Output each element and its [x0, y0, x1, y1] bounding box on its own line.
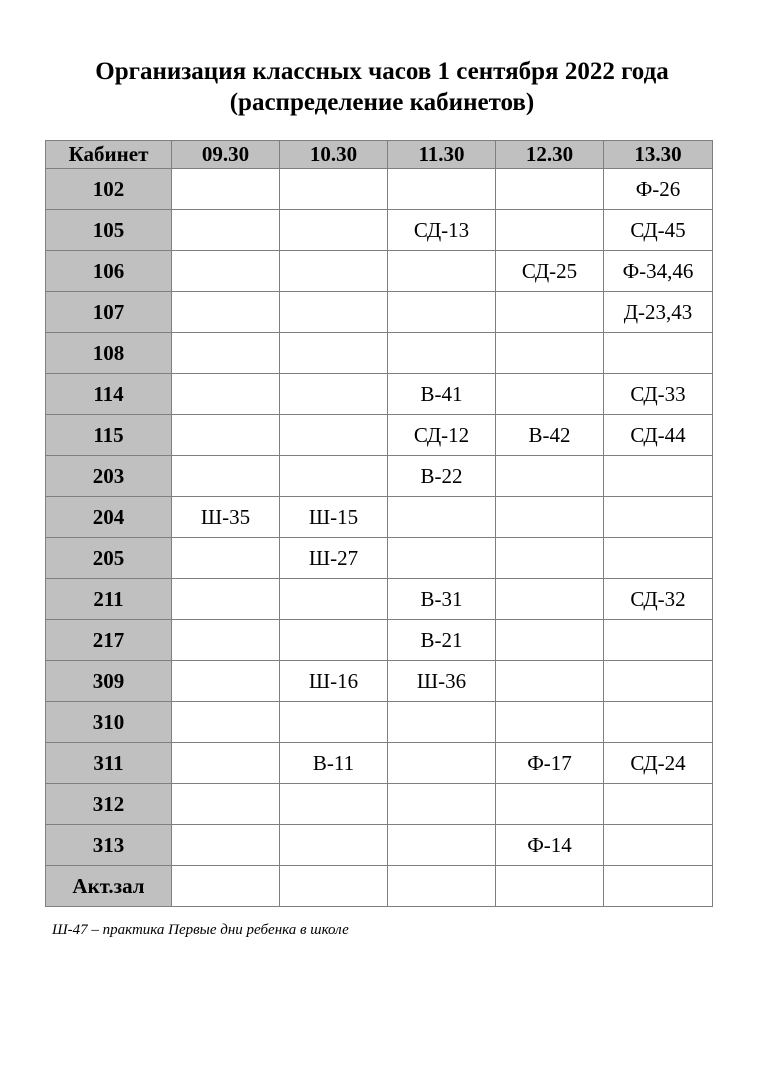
table-row	[46, 702, 713, 743]
schedule-cell	[280, 456, 388, 497]
schedule-cell	[172, 825, 280, 866]
schedule-cell: Ш-27	[280, 538, 388, 579]
room-number-cell: 106	[46, 251, 172, 292]
schedule-cell	[496, 784, 604, 825]
table-row	[46, 251, 713, 292]
schedule-cell	[496, 497, 604, 538]
schedule-cell: В-42	[496, 415, 604, 456]
page-title-line-2: (распределение кабинетов)	[229, 89, 535, 116]
table-row	[46, 825, 713, 866]
schedule-cell: В-21	[388, 620, 496, 661]
schedule-cell	[172, 210, 280, 251]
schedule-table-body	[46, 169, 713, 907]
schedule-cell: Ш-36	[388, 661, 496, 702]
room-number-cell: 310	[46, 702, 172, 743]
table-row	[46, 169, 713, 210]
schedule-cell	[280, 333, 388, 374]
room-number-cell: 309	[46, 661, 172, 702]
page-title	[0, 56, 764, 118]
schedule-cell	[496, 661, 604, 702]
schedule-cell	[604, 538, 713, 579]
schedule-cell	[496, 538, 604, 579]
schedule-cell	[388, 784, 496, 825]
room-number-cell: 204	[46, 497, 172, 538]
room-number-cell: 108	[46, 333, 172, 374]
room-number-cell: 313	[46, 825, 172, 866]
schedule-cell	[172, 374, 280, 415]
schedule-cell	[172, 333, 280, 374]
table-row	[46, 866, 713, 907]
table-row	[46, 415, 713, 456]
schedule-cell	[388, 251, 496, 292]
schedule-cell	[604, 661, 713, 702]
room-number-cell: 203	[46, 456, 172, 497]
schedule-cell	[172, 661, 280, 702]
column-header-time: 11.30	[388, 141, 496, 169]
schedule-cell	[172, 169, 280, 210]
schedule-cell: СД-33	[604, 374, 713, 415]
schedule-cell	[388, 743, 496, 784]
schedule-cell: Ф-34,46	[604, 251, 713, 292]
column-header-time: 10.30	[280, 141, 388, 169]
schedule-cell	[496, 292, 604, 333]
schedule-cell	[172, 702, 280, 743]
room-number-cell: 311	[46, 743, 172, 784]
footnote: Ш-47 – практика Первые дни ребенка в школе	[52, 922, 349, 938]
schedule-cell	[172, 784, 280, 825]
schedule-cell	[172, 866, 280, 907]
schedule-cell: Ш-15	[280, 497, 388, 538]
header-row	[46, 141, 713, 169]
schedule-cell: В-11	[280, 743, 388, 784]
schedule-cell: В-22	[388, 456, 496, 497]
schedule-cell	[172, 415, 280, 456]
schedule-cell: СД-12	[388, 415, 496, 456]
table-row	[46, 579, 713, 620]
table-row	[46, 784, 713, 825]
room-number-cell: 105	[46, 210, 172, 251]
room-number-cell: 217	[46, 620, 172, 661]
schedule-cell	[604, 456, 713, 497]
schedule-cell	[172, 538, 280, 579]
schedule-cell	[280, 784, 388, 825]
table-row	[46, 538, 713, 579]
column-header-room: Кабинет	[46, 141, 172, 169]
room-number-cell: 312	[46, 784, 172, 825]
schedule-cell: Ф-17	[496, 743, 604, 784]
schedule-cell	[604, 620, 713, 661]
schedule-cell: В-31	[388, 579, 496, 620]
room-number-cell: 211	[46, 579, 172, 620]
schedule-cell	[388, 702, 496, 743]
schedule-cell	[604, 702, 713, 743]
schedule-cell	[388, 538, 496, 579]
table-row	[46, 210, 713, 251]
column-header-time: 12.30	[496, 141, 604, 169]
table-row	[46, 292, 713, 333]
schedule-cell	[496, 210, 604, 251]
schedule-cell	[604, 866, 713, 907]
schedule-cell	[496, 169, 604, 210]
schedule-cell	[496, 333, 604, 374]
schedule-cell	[280, 210, 388, 251]
schedule-cell	[388, 333, 496, 374]
room-number-cell: 107	[46, 292, 172, 333]
schedule-cell	[604, 497, 713, 538]
schedule-cell	[172, 743, 280, 784]
schedule-cell	[280, 579, 388, 620]
schedule-cell	[388, 169, 496, 210]
schedule-cell: Ф-26	[604, 169, 713, 210]
table-row	[46, 620, 713, 661]
schedule-cell: СД-25	[496, 251, 604, 292]
room-number-cell: 205	[46, 538, 172, 579]
schedule-cell	[280, 702, 388, 743]
column-header-time: 09.30	[172, 141, 280, 169]
schedule-cell: СД-13	[388, 210, 496, 251]
schedule-cell	[172, 456, 280, 497]
schedule-cell: В-41	[388, 374, 496, 415]
room-number-cell: 102	[46, 169, 172, 210]
schedule-cell	[280, 620, 388, 661]
page-title-line-1: Организация классных часов 1 сентября 2022 года	[95, 58, 669, 85]
schedule-cell	[172, 579, 280, 620]
schedule-cell	[280, 866, 388, 907]
schedule-cell	[496, 374, 604, 415]
room-number-cell: 114	[46, 374, 172, 415]
schedule-table	[45, 140, 713, 907]
table-row	[46, 374, 713, 415]
schedule-cell	[172, 251, 280, 292]
schedule-cell: Ш-35	[172, 497, 280, 538]
schedule-table-header	[46, 141, 713, 169]
table-row	[46, 661, 713, 702]
schedule-cell	[388, 825, 496, 866]
schedule-cell	[496, 620, 604, 661]
table-row	[46, 456, 713, 497]
schedule-cell	[388, 866, 496, 907]
schedule-cell	[604, 825, 713, 866]
schedule-cell	[280, 251, 388, 292]
schedule-cell: Д-23,43	[604, 292, 713, 333]
schedule-cell	[496, 702, 604, 743]
schedule-cell	[172, 620, 280, 661]
room-number-cell: 115	[46, 415, 172, 456]
schedule-cell	[172, 292, 280, 333]
schedule-cell: Ф-14	[496, 825, 604, 866]
schedule-cell	[280, 825, 388, 866]
schedule-cell	[280, 415, 388, 456]
schedule-cell: СД-44	[604, 415, 713, 456]
table-row	[46, 333, 713, 374]
schedule-cell	[496, 456, 604, 497]
schedule-cell	[496, 866, 604, 907]
schedule-cell	[280, 169, 388, 210]
schedule-cell	[280, 374, 388, 415]
schedule-cell	[604, 333, 713, 374]
table-row	[46, 743, 713, 784]
room-number-cell: Акт.зал	[46, 866, 172, 907]
schedule-cell: СД-45	[604, 210, 713, 251]
schedule-cell	[388, 292, 496, 333]
column-header-time: 13.30	[604, 141, 713, 169]
schedule-cell	[388, 497, 496, 538]
table-row	[46, 497, 713, 538]
schedule-cell: СД-24	[604, 743, 713, 784]
schedule-cell: Ш-16	[280, 661, 388, 702]
schedule-cell: СД-32	[604, 579, 713, 620]
schedule-cell	[496, 579, 604, 620]
schedule-cell	[604, 784, 713, 825]
schedule-cell	[280, 292, 388, 333]
